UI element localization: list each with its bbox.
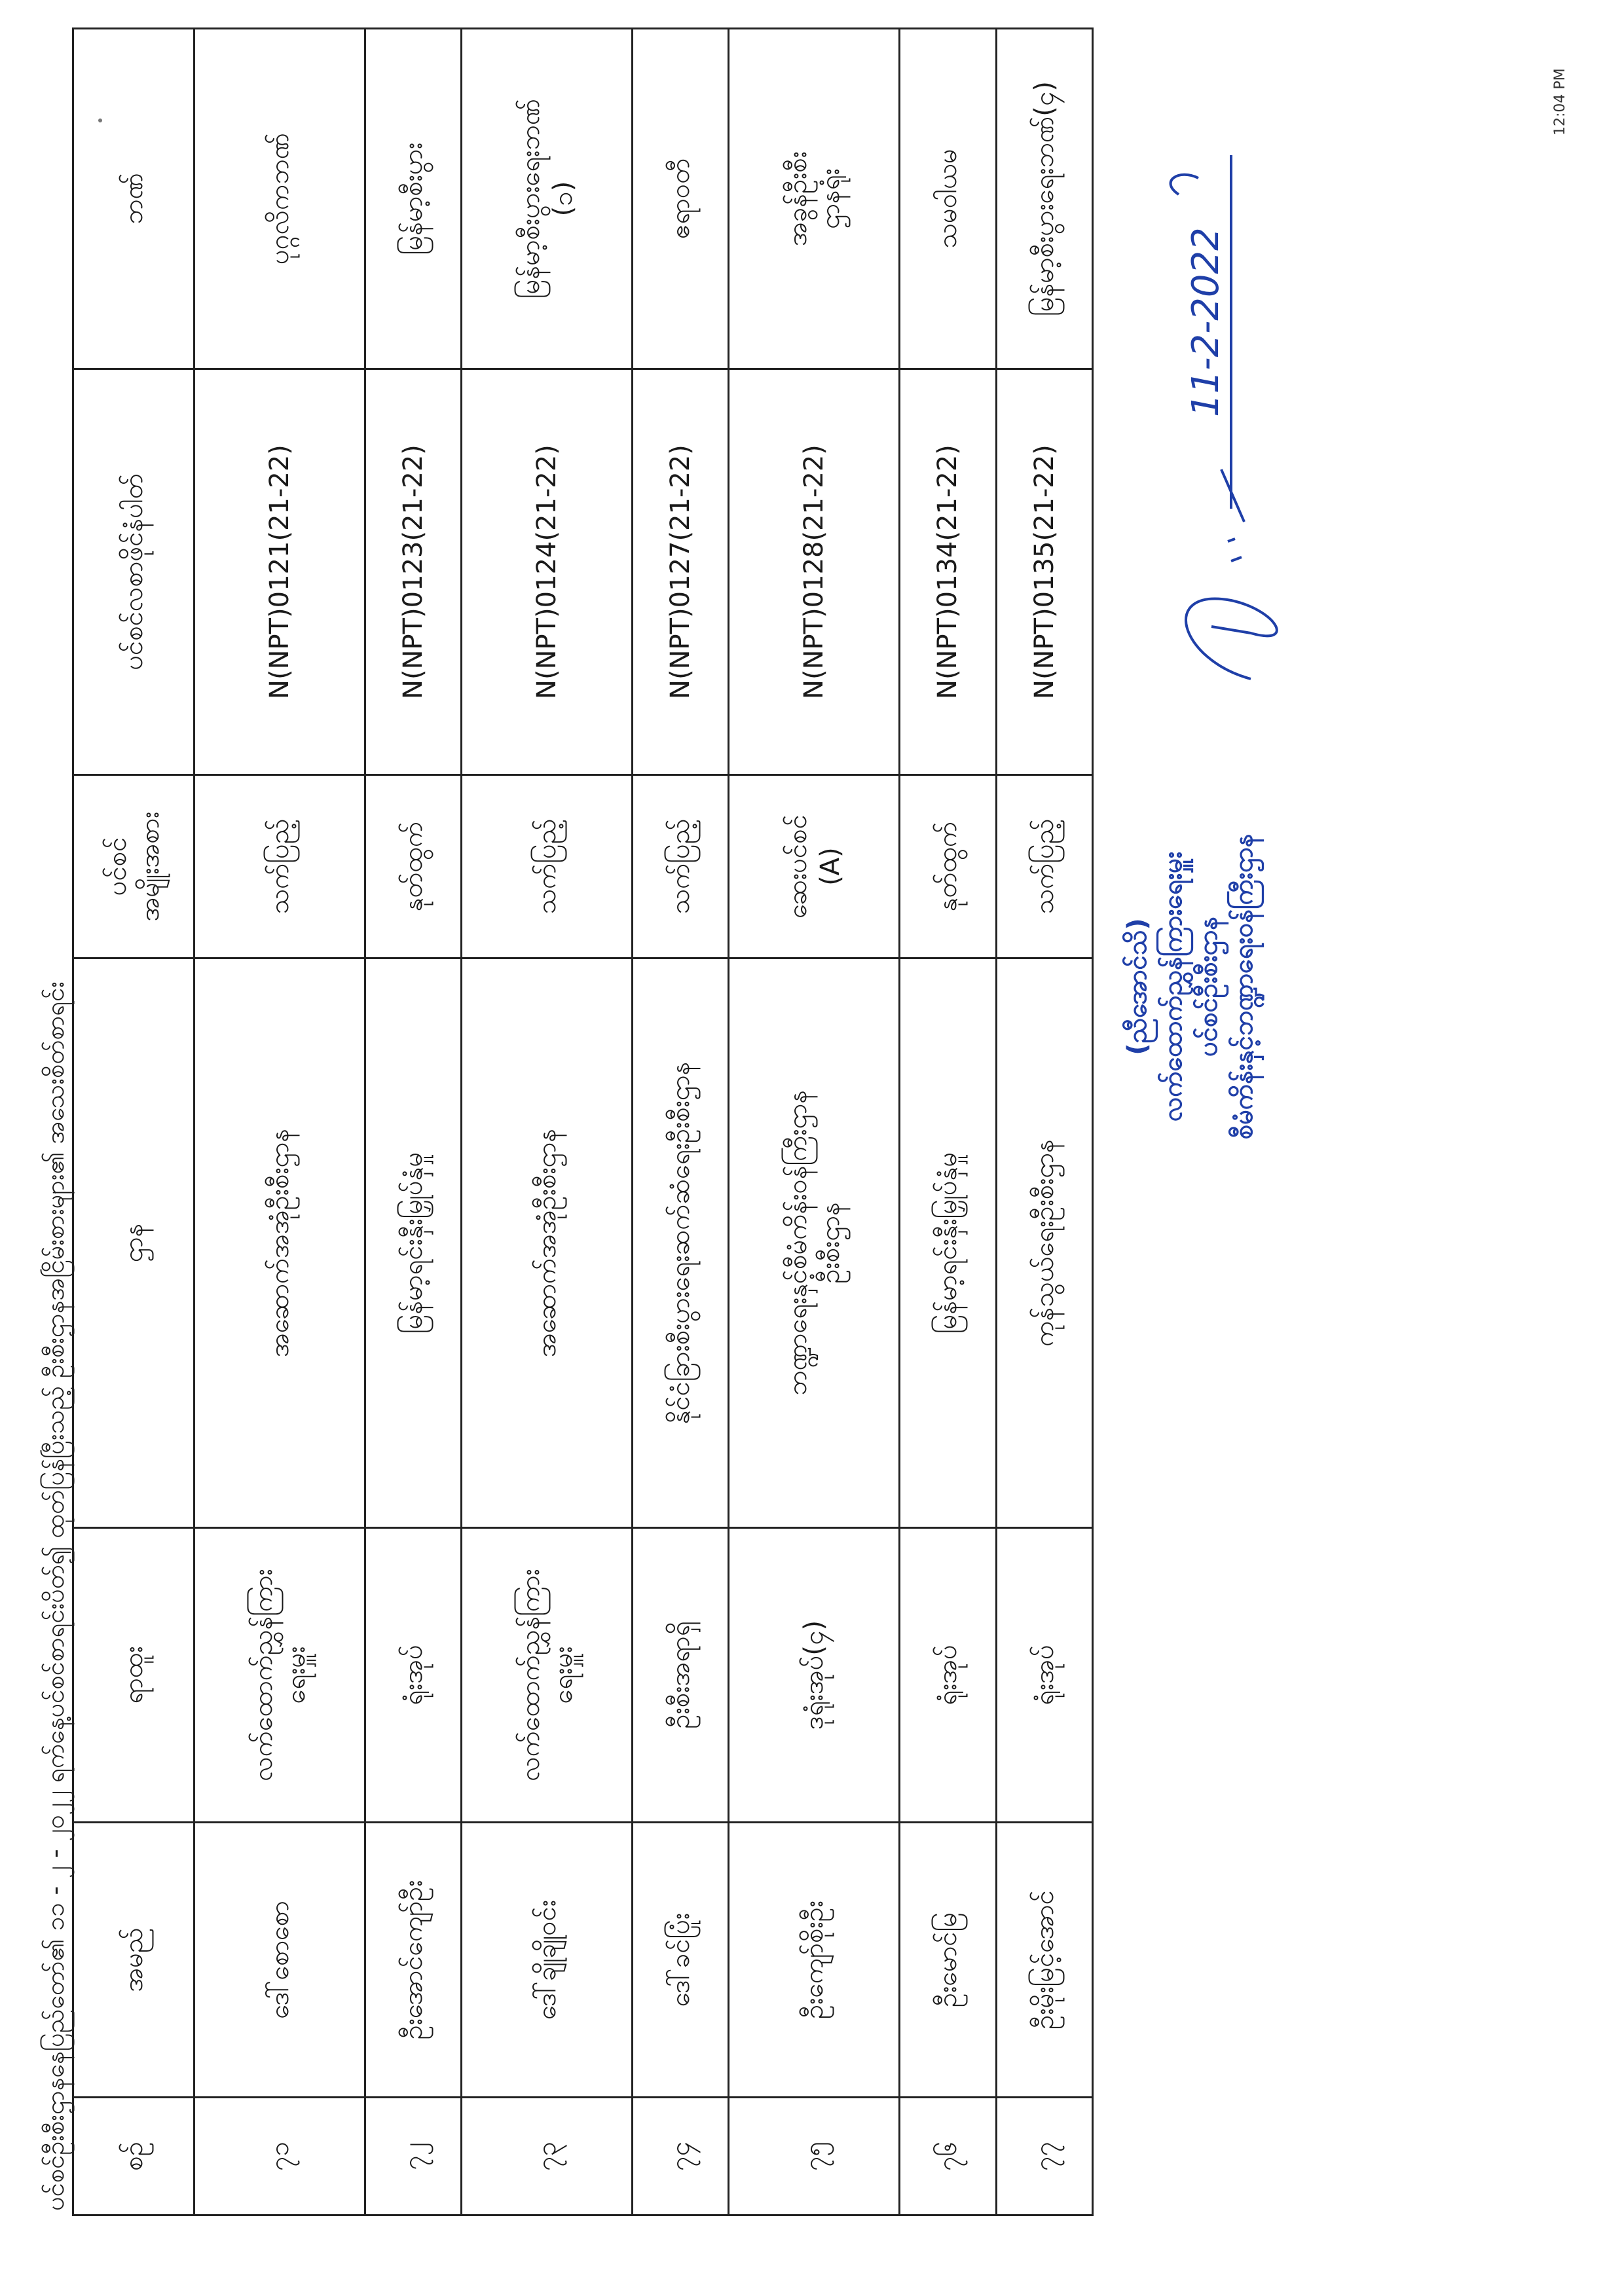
cell-department: မြန်မာ့ရင်းနှီးမြှုပ်နှံမှု [365, 958, 461, 1528]
cell-name: ဒေါ်ခင်ပြုံး [632, 1823, 728, 2098]
table-row [996, 29, 1092, 2215]
cell-no: ၇၆ [900, 2098, 996, 2215]
document-title: ပင်စင်ဦးစီးဌာနနေပြည်တော်၏ ၁၁ - ၂ - ၂၀၂၂ ရက်နေ့ပင်စင်စာရင်းပိတ်၍ ထုတ်ပြန်ပြီးသည့် ဦးစီးဌာနအငြိမ်းစားများ၏ အသေးစိတ်စာရင်း [41, 981, 69, 2211]
cell-position: ရုံးအုပ် [996, 1528, 1092, 1823]
cell-bank: သမဝါယမ [900, 29, 996, 369]
scan-speck [98, 118, 102, 122]
stamp-department: ပင်စင်ဦးစီးဌာန [1193, 916, 1223, 1057]
cell-department: ကုန်သွယ်ရေးဦးစီးဌာန [996, 958, 1092, 1528]
cell-position: ရုံးအုပ် [900, 1528, 996, 1823]
cell-no: ၇၂ [365, 2098, 461, 2215]
cell-file-number: N(NPT)0127(21-22) [632, 369, 728, 775]
cell-name: ဒေါ်ချိုချိုဝင်း [462, 1823, 633, 2098]
cell-name: ဦးအောင်ကျော်ဦး [365, 1823, 461, 2098]
cell-pension-type: သက်ပြည့် [194, 775, 365, 958]
cell-file-number: N(NPT)0134(21-22) [900, 369, 996, 775]
col-header-bank: ဘဏ် [73, 29, 194, 369]
col-header-pension-type: ပင်စင် အမျိုးအစား [73, 775, 194, 958]
cell-no: ၇၃ [462, 2098, 633, 2215]
table-row [462, 29, 633, 2215]
stamp-title: လက်ထောက်ညွှန်ကြားရေးမှူး [1158, 851, 1188, 1122]
official-stamp [1120, 627, 1261, 1347]
cell-file-number: N(NPT)0128(21-22) [729, 369, 900, 775]
pension-table [72, 27, 1094, 2216]
stamp-ministry: စီမံကိန်းနှင့်ဘဏ္ဍာရေးဝန်ကြီးဌာန [1228, 833, 1259, 1140]
cell-bank: မြန်မာ့စီးပွားရေးဘဏ် (၁) [462, 29, 633, 369]
col-header-file-number: ပင်စင်လစာဖိုင်နံပါတ် [73, 369, 194, 775]
cell-name: ဦးကျော်စိုးဦး [729, 1823, 900, 2098]
cell-pension-type: သက်ပြည့် [632, 775, 728, 958]
col-header-department: ဌာန [73, 958, 194, 1528]
cell-position: ဦးစီးအရာရှိ [632, 1528, 728, 1823]
cell-bank: အခွန်ဦးစီး ဌာနရုံး [729, 29, 900, 369]
cell-pension-type: သက်ပြည့် [996, 775, 1092, 958]
cell-position: ရုံးအုပ် [365, 1528, 461, 1823]
cell-file-number: N(NPT)0123(21-22) [365, 369, 461, 775]
table-row [365, 29, 461, 2215]
table-row [194, 29, 365, 2215]
col-header-position: ရာထူး [73, 1528, 194, 1823]
cell-file-number: N(NPT)0121(21-22) [194, 369, 365, 775]
col-header-no: စဉ် [73, 2098, 194, 2215]
table-row [900, 29, 996, 2215]
col-header-name: အမည် [73, 1823, 194, 2098]
cell-no: ၇၅ [729, 2098, 900, 2215]
signature-date: 11-2-2022 [1185, 227, 1227, 417]
cell-pension-type: သက်ပြည့် [462, 775, 633, 958]
cell-name: ဦးမိုးမြင့်အောင် [996, 1823, 1092, 2098]
cell-bank: ပုဂ္ဂလိကဘဏ် [194, 29, 365, 369]
timestamp: 12:04 PM [1552, 68, 1568, 136]
table-header-row [73, 29, 194, 2215]
table-row [632, 29, 728, 2215]
cell-position: လက်ထောက်ညွှန်ကြား ရေးမှူး [194, 1528, 365, 1823]
cell-file-number: N(NPT)0135(21-22) [996, 369, 1092, 775]
cell-department: နိုင်ငံခြားစီးပွားရေးဆက်ဆံရေးဦးစီးဌာန [632, 958, 728, 1528]
cell-pension-type: နုတ်ထွက် [365, 775, 461, 958]
cell-department: အဆောက်အအုံဦးစီးဌာန [462, 958, 633, 1528]
cell-bank: ဧရာဝတီ [632, 29, 728, 369]
table-row [729, 29, 900, 2215]
stamp-name: (ညီအောင်သိ) [1122, 918, 1153, 1055]
cell-pension-type: ဆေးပင်စင် (A) [729, 775, 900, 958]
cell-bank: မြန်မာ့စီးပွား [365, 29, 461, 369]
cell-name: ဦးမောင်မြ [900, 1823, 996, 2098]
cell-no: ၇၁ [194, 2098, 365, 2215]
cell-department: မြန်မာ့ရင်းနှီးမြှုပ်နှံမှု [900, 958, 996, 1528]
cell-name: ဒေါ်စောစော [194, 1823, 365, 2098]
cell-bank: မြန်မာ့စီးပွားရေးဘဏ်(၄) [996, 29, 1092, 369]
cell-no: ၇၄ [632, 2098, 728, 2215]
cell-file-number: N(NPT)0124(21-22) [462, 369, 633, 775]
cell-position: ဒုရုံးအုပ်(၄) [729, 1528, 900, 1823]
cell-department: အဆောက်အအုံဦးစီးဌာန [194, 958, 365, 1528]
cell-position: လက်ထောက်ညွှန်ကြား ရေးမှူး [462, 1528, 633, 1823]
cell-no: ၇၇ [996, 2098, 1092, 2215]
cell-pension-type: နုတ်ထွက် [900, 775, 996, 958]
cell-department: ဘဏ္ဍာရေးနှင့်စီမံကိန်းဝန်ကြီးဌာန ဦးစီးဌာန [729, 958, 900, 1528]
